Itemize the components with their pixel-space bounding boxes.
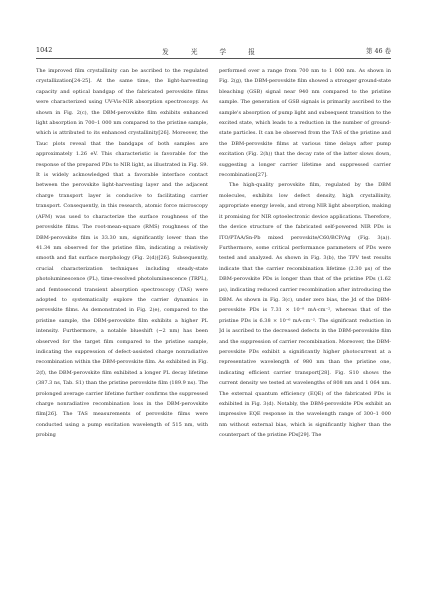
right-column bbox=[219, 66, 391, 574]
volume-label: 第 46 卷 bbox=[366, 47, 391, 55]
right-paragraph-2: The high-quality perovskite film, regulated by the DBM molecules, exhibits low defect density, high crystallinity, appropriate energy levels, and strong NIR light absorption, making it promising for NIR optoelectronic device applications. Therefore, the device structure of the fabricated self-powered NIR PDs is ITO/PTAA/Sn-Pb mixed perovskite/C60/BCP/Ag (Fig. 3(a)). Furthermore, some critical performance parameters of PDs were tested and analyzed. As shown in Fig. 3(b), the TPV test results indicate that the carrier recombination lifetime (2.30 μs) of the DBM-perovskite PDs is longer than that of the pristine PDs (1.62 μs), indicating reduced carrier recombination after introducing the DBM. As shown in Fig. 3(c), under zero bias, the Jd of the DBM-perovskite PDs is 7.31 × 10⁻⁸ mA·cm⁻², whereas that of the pristine PDs is 6.38 × 10⁻⁶ mA·cm⁻². The significant reduction in Jd is ascribed to the decreased defects in the DBM-perovskite film and the suppression of carrier recombination. Moreover, the DBM-perovskite PDs exhibit a significantly higher photocurrent at a representative wavelength of 980 nm than the pristine one, indicating efficient carrier transport[28]. Fig. S10 shows the current density we tested at wavelengths of 808 nm and 1 064 nm. The external quantum efficiency (EQE) of the fabricated PDs is exhibited in Fig. 3(d). Notably, the DBM-perovskite PDs exhibit an impressive EQE response in the wavelength range of 300–1 000 nm without external bias, which is significantly higher than the counterpart of the pristine PDs[29]. The bbox=[219, 182, 391, 439]
journal-title: 发 光 学 报 bbox=[162, 48, 265, 56]
right-paragraph-1: performed over a range from 700 nm to 1 000 nm. As shown in Fig. 2(g), the DBM-perovskite film showed a stronger ground-state bleaching (GSB) signal near 940 nm compared to the pristine sample. The generation of GSB signals is primarily ascribed to the sample's absorption of pump light and subsequent transition to the excited state, which leads to a reduction in the number of ground-state particles. It can be observed from the TAS of the pristine and the DBM-perovskite films at various time delays after pump excitation (Fig. 2(h)) that the decay rate of the latter slows down, suggesting a longer carrier lifetime and suppressed carrier recombination[27]. bbox=[219, 68, 391, 179]
page-number: 1042 bbox=[36, 46, 53, 54]
left-paragraph-1: The improved film crystallinity can be ascribed to the regulated crystallization[24-25]. At the same time, the light-harvesting capacity and optical bandgap of the fabricated perovskite films were characterized using UV-Vis-NIR absorption spectroscopy. As shown in Fig. 2(c), the DBM-perovskite film exhibits enhanced light absorption in 700–1 000 nm compared to the pristine sample, which is attributed to its enhanced crystallinity[26]. Moreover, the Tauc plots reveal that the bandgaps of both samples are approximately 1.26 eV. This characteristic is favorable for the response of the prepared PDs to NIR light, as illustrated in Fig. S9. It is widely acknowledged that a favorable interface contact between the perovskite light-harvesting layer and the adjacent charge transport layer is conducive to facilitating carrier transport. Consequently, in this research, atomic force microscopy (AFM) was used to characterize the surface roughness of the perovskite films. The root-mean-square (RMS) roughness of the DBM-perovskite film is 33.30 nm, significantly lower than the 41.34 nm observed for the pristine film, indicating a relatively smooth and flat surface morphology (Fig. 2(d))[26]. Subsequently, crucial characterization techniques including steady-state photoluminescence (PL), time-resolved photoluminescence (TRPL), and femtosecond transient absorption spectroscopy (TAS) were adopted to systematically explore the carrier dynamics in perovskite films. As demonstrated in Fig. 2(e), compared to the pristine sample, the DBM-perovskite film exhibits a higher PL intensity. Furthermore, a notable blueshift (~2 nm) has been observed for the target film compared to the pristine sample, indicating the suppression of defect-assisted charge nonradiative recombination within the DBM-perovskite film. As exhibited in Fig. 2(f), the DBM-perovskite film exhibited a longer PL decay lifetime (387.3 ns, Tab. S1) than the pristine perovskite film (189.9 ns). The prolonged average carrier lifetime further confirms the suppressed charge nonradiative recombination loss in the DBM-perovskite film[26]. The TAS measurements of perovskite films were conducted using a pump excitation wavelength of 515 nm, with probing bbox=[36, 68, 208, 439]
left-column bbox=[36, 66, 208, 574]
header-rule bbox=[36, 58, 391, 59]
